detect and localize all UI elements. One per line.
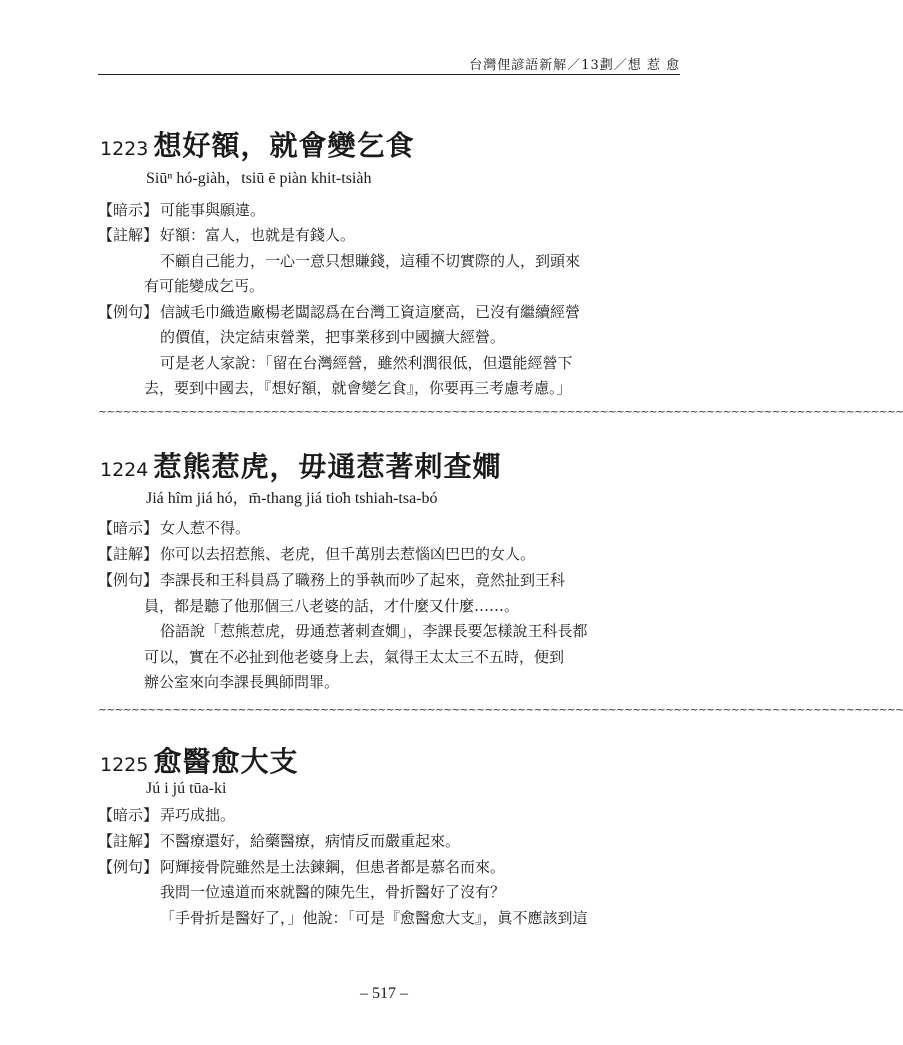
note-row [98,831,460,851]
note-text: 你可以去招惹熊、老虎，但千萬別去惹惱凶巴巴的女人。 [160,545,536,563]
hint-tag: 【暗示】 [98,519,159,537]
entry-heading: 愈醫愈大支 [153,745,299,778]
running-head: 台灣俚諺語新解／13劃／想 惹 愈 [469,58,680,73]
example-row [98,570,565,590]
page-number: – 517 – [360,985,408,1002]
note-row [98,544,535,564]
note-text: 好額：富人，也就是有錢人。 [160,226,356,244]
hint-row [98,200,265,220]
note-line: 有可能變成乞丐。 [144,277,265,295]
example-line: 的價值，決定結束營業，把事業移到中國擴大經營。 [160,328,506,346]
example-line: 可是老人家說：「留在台灣經營，雖然利潤很低，但還能經營下 [160,354,573,372]
romanization: Jiá hîm jiá hó，m̄-thang jiá tio̍h tshiah-tsa-bó [146,490,438,507]
example-line: 李課長和王科員爲了職務上的爭執而吵了起來，竟然扯到王科 [160,571,566,589]
entry-title [100,445,501,485]
entry-heading: 惹熊惹虎，毋通惹著刺查𡢃 [153,450,502,483]
example-line: 「手骨折是醫好了，」他說：「可是『愈醫愈大支』，眞不應該到這 [160,909,588,927]
hint-row [98,805,235,825]
hint-row [98,518,250,538]
example-row [98,302,580,322]
example-line: 信誠毛巾織造廠楊老闆認爲在台灣工資這麼高，已沒有繼續經營 [160,303,581,321]
example-line: 去，要到中國去，『想好額，就會變乞食』，你要再三考慮考慮。」 [144,379,572,397]
note-row [98,225,355,245]
entry-number: 1223 [100,138,149,160]
example-line: 我問一位遠道而來就醫的陳先生，骨折醫好了沒有？ [160,883,506,901]
separator: ~~~~~~~~~~~~~~~~~~~~~~~~~~~~~~~~~~~~~~~~~~~~~~~~~~~~~~~~~~~~~~~~~~~~~~~~~~~~~~~~~~~~~~~~~~~~~~~~~~ [98,405,903,418]
hint-text: 可能事與願違。 [160,201,266,219]
header-rule [98,74,680,75]
note-tag: 【註解】 [98,545,159,563]
example-line: 可以，實在不必扯到他老婆身上去，氣得王太太三不五時，便到 [144,648,565,666]
example-row [98,857,505,877]
separator: ~~~~~~~~~~~~~~~~~~~~~~~~~~~~~~~~~~~~~~~~~~~~~~~~~~~~~~~~~~~~~~~~~~~~~~~~~~~~~~~~~~~~~~~~~~~~~~~~~~ [98,703,903,716]
example-line: 俗語說「惹熊惹虎，毋通惹著刺查𡢃」，李課長要怎樣說王科長都 [160,622,588,640]
example-tag: 【例句】 [98,303,159,321]
romanization: Jú i jú tūa-ki [146,780,227,797]
hint-tag: 【暗示】 [98,201,159,219]
example-line: 辦公室來向李課長興師問罪。 [144,673,340,691]
note-tag: 【註解】 [98,832,159,850]
entry-heading: 想好額，就會變乞食 [153,129,415,162]
entry-title [100,124,414,164]
entry-title [100,740,298,780]
note-text: 不醫療還好，給藥醫療，病情反而嚴重起來。 [160,832,461,850]
note-line: 不顧自己能力，一心一意只想賺錢，這種不切實際的人，到頭來 [160,252,581,270]
hint-text: 弄巧成拙。 [160,806,236,824]
romanization: Siūⁿ hó-giàh，tsiū ē piàn khit-tsiàh [146,170,372,187]
hint-tag: 【暗示】 [98,806,159,824]
example-line: 員，都是聽了他那個三八老婆的話，才什麼又什麼……。 [144,597,520,615]
entry-number: 1225 [100,754,149,776]
example-tag: 【例句】 [98,858,159,876]
entry-number: 1224 [100,459,149,481]
example-line: 阿輝接骨院雖然是土法鍊鋼，但患者都是慕名而來。 [160,858,506,876]
note-tag: 【註解】 [98,226,159,244]
hint-text: 女人惹不得。 [160,519,251,537]
example-tag: 【例句】 [98,571,159,589]
